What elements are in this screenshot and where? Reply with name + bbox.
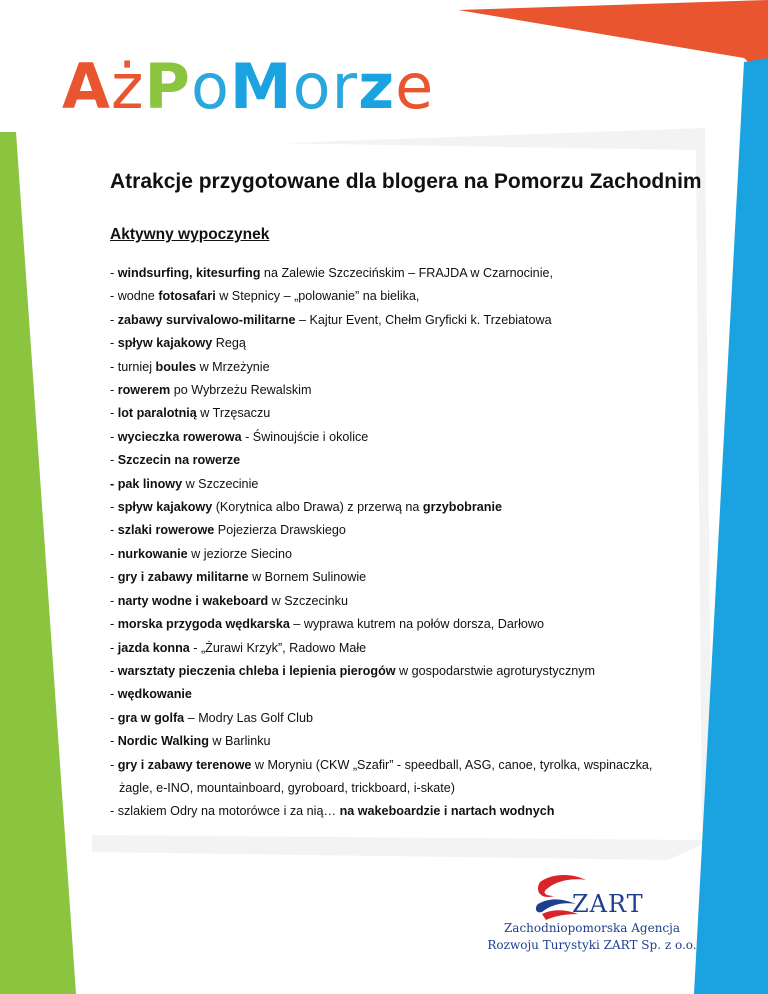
activity-text: - <box>110 383 118 398</box>
activity-highlight: fotosafari <box>158 289 216 304</box>
list-item <box>110 449 700 472</box>
activity-text: w Barlinku <box>208 734 271 749</box>
activity-text: (Korytnica albo Drawa) z przerwą na <box>212 500 423 515</box>
list-item <box>110 356 700 379</box>
logo-letter: r <box>331 50 359 123</box>
activity-highlight: grzybobranie <box>422 500 502 515</box>
list-item <box>110 519 700 542</box>
activity-text: na Zalewie Szczecińskim – FRAJDA w Czarnocinie, <box>260 266 553 280</box>
activity-text: Pojezierza Drawskiego <box>214 523 346 538</box>
list-item <box>110 426 700 449</box>
logo-letter: o <box>292 50 332 123</box>
list-item <box>110 496 700 519</box>
activity-highlight: wycieczka rowerowa <box>117 429 242 444</box>
footer-line-2: Rozwoju Turystyki ZART Sp. z o.o. <box>487 938 697 952</box>
list-item <box>110 800 700 823</box>
logo-letter: ż <box>110 50 145 123</box>
zart-brand: ZART <box>572 890 644 918</box>
activity-text: - <box>110 640 118 655</box>
activity-list <box>110 262 700 824</box>
activity-highlight: gry i zabawy militarne <box>117 570 249 585</box>
activity-text: - turniej <box>110 359 156 374</box>
activity-highlight: morska przygoda wędkarska <box>117 617 290 632</box>
page-title: Atrakcje przygotowane dla blogera na Pomorzu Zachodnim <box>110 170 702 193</box>
list-item <box>110 309 700 332</box>
activity-highlight: lot paralotnią <box>117 406 197 421</box>
logo-letter: A <box>62 50 111 123</box>
activity-text: - <box>110 266 118 280</box>
activity-highlight: windsurfing, kitesurfing <box>117 266 261 280</box>
logo-letter: e <box>395 50 435 123</box>
activity-text: - <box>110 734 118 749</box>
list-item <box>110 660 700 683</box>
activity-text: w gospodarstwie agroturystycznym <box>395 663 596 678</box>
activity-text: - <box>110 570 118 585</box>
activity-text: w Trzęsaczu <box>196 406 271 421</box>
activity-highlight: narty wodne i wakeboard <box>117 593 269 608</box>
azpomorze-logo <box>62 38 435 123</box>
list-item <box>110 730 700 753</box>
activity-text: w Stepnicy – „polowanie” na bielika, <box>215 289 420 304</box>
activity-text: w Szczecinku <box>268 593 348 608</box>
activity-text: w jeziorze Siecino <box>187 546 292 561</box>
list-item <box>110 590 700 613</box>
activity-text: – Modry Las Golf Club <box>184 710 313 725</box>
list-item <box>110 402 700 425</box>
activity-text: po Wybrzeżu Rewalskim <box>170 383 312 398</box>
activity-highlight: gry i zabawy terenowe <box>117 757 252 772</box>
activity-text: - szlakiem Odry na motorówce i za nią… <box>110 804 340 819</box>
orange-corner <box>458 0 768 80</box>
list-item <box>110 683 700 706</box>
activity-text: - <box>110 336 118 351</box>
list-item <box>110 543 700 566</box>
activity-text: - <box>110 406 118 421</box>
activity-text: - <box>110 546 118 561</box>
activity-highlight: nurkowanie <box>117 546 188 561</box>
logo-letter: o <box>190 50 230 123</box>
activity-text: Regą <box>212 336 246 351</box>
activity-highlight: spływ kajakowy <box>117 500 213 515</box>
list-item <box>110 637 700 660</box>
green-left-stripe <box>0 132 76 994</box>
activity-text: - <box>110 429 118 444</box>
section-heading: Aktywny wypoczynek <box>110 226 270 243</box>
activity-highlight: na wakeboardzie i nartach wodnych <box>339 804 555 819</box>
activity-text: - Świnoujście i okolice <box>241 429 369 444</box>
activity-text: - <box>110 663 118 678</box>
list-item <box>110 285 700 308</box>
activity-highlight: wędkowanie <box>117 687 192 702</box>
activity-highlight: zabawy survivalowo-militarne <box>117 312 296 327</box>
activity-text: w Bornem Sulinowie <box>248 570 367 585</box>
activity-text: - <box>110 312 118 327</box>
list-item <box>110 754 700 801</box>
activity-text: – wyprawa kutrem na połów dorsza, Darłowo <box>289 617 544 632</box>
activity-text: w Szczecinie <box>182 476 259 491</box>
activity-text: - <box>110 500 118 515</box>
activity-text: - <box>110 617 118 632</box>
list-item <box>110 613 700 636</box>
list-item <box>110 379 700 402</box>
logo-letter: z <box>358 50 396 123</box>
activity-text: - „Żurawi Krzyk”, Radowo Małe <box>189 640 367 655</box>
list-item <box>110 262 700 285</box>
list-item <box>110 566 700 589</box>
logo-letter: P <box>144 50 191 123</box>
activity-text: - <box>110 593 118 608</box>
logo-letter: M <box>229 50 293 123</box>
activity-text: - <box>110 523 118 538</box>
activity-highlight: spływ kajakowy <box>117 336 213 351</box>
activity-text: - wodne <box>110 289 159 304</box>
activity-highlight: jazda konna <box>117 640 190 655</box>
activity-highlight: boules <box>155 359 197 374</box>
list-item <box>110 707 700 730</box>
footer-line-1: Zachodniopomorska Agencja <box>503 921 681 935</box>
activity-text: żagle, e-INO, mountainboard, gyroboard, trickboard, i-skate) <box>119 780 455 795</box>
activity-highlight: - pak linowy <box>110 476 183 491</box>
activity-highlight: gra w golfa <box>117 710 185 725</box>
activity-text: - <box>110 453 118 468</box>
activity-text: w Mrzeżynie <box>196 359 270 374</box>
activity-highlight: Szczecin na rowerze <box>117 453 241 468</box>
activity-highlight: szlaki rowerowe <box>117 523 215 538</box>
activity-text: - <box>110 687 118 702</box>
activity-text: - <box>110 757 118 772</box>
activity-highlight: rowerem <box>117 383 171 398</box>
activity-highlight: warsztaty pieczenia chleba i lepienia pierogów <box>117 663 396 678</box>
activity-highlight: Nordic Walking <box>117 734 209 749</box>
activity-text: - <box>110 710 118 725</box>
activity-text: – Kajtur Event, Chełm Gryficki k. Trzebiatowa <box>295 312 552 327</box>
activity-text: w Moryniu (CKW „Szafir” - speedball, ASG, canoe, tyrolka, wspinaczka, <box>251 757 653 772</box>
list-item <box>110 332 700 355</box>
list-item <box>110 473 700 496</box>
